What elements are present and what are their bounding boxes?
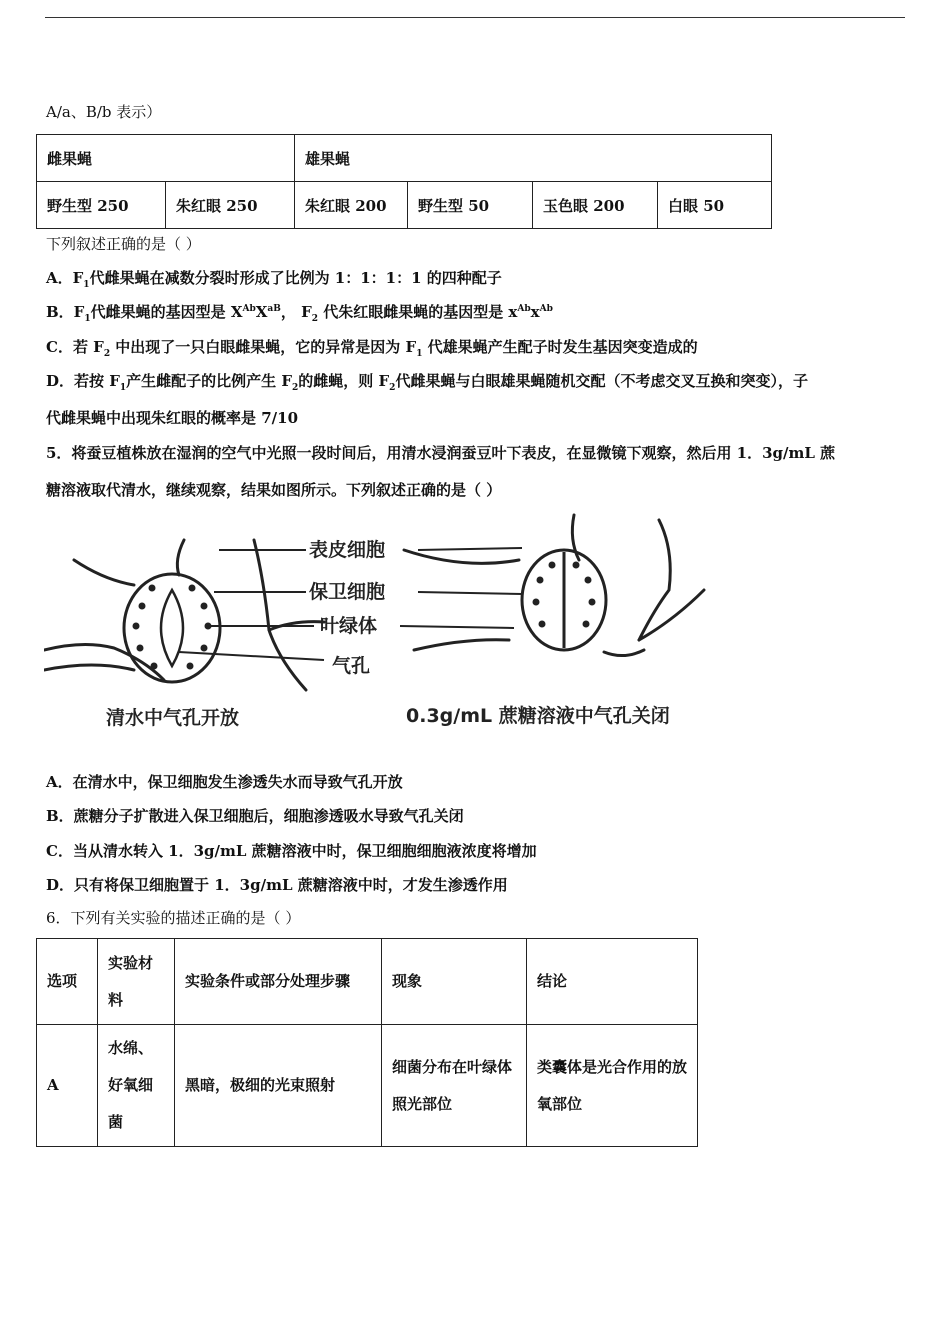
- header-fragment: A/a、B/b 表示）: [46, 103, 162, 121]
- row-a-conclusion: 类囊体是光合作用的放氧部位: [527, 1025, 698, 1147]
- table-cell: 白眼 50: [658, 182, 772, 229]
- row-a-phenomenon: 细菌分布在叶绿体照光部位: [382, 1025, 527, 1147]
- table-cell: 野生型 50: [408, 182, 533, 229]
- label-stoma: 气孔: [332, 655, 371, 677]
- label-leader-lines: [179, 548, 522, 660]
- q4-option-a: A．$F_1$代雌果蝇在减数分裂时形成了比例为 1：1：1：1 的四种配子: [46, 269, 502, 290]
- left-cell-walls: [44, 540, 324, 690]
- male-header: 雄果蝇: [295, 135, 772, 182]
- q5-option-c: C．当从清水转入 1．3g/mL 蔗糖溶液中时，保卫细胞细胞液浓度将增加: [46, 842, 537, 860]
- fruitfly-table: [36, 134, 772, 229]
- q5-option-a: A．在清水中，保卫细胞发生渗透失水而导致气孔开放: [46, 773, 403, 791]
- label-guard-cell: 保卫细胞: [309, 581, 386, 603]
- caption-left: 清水中气孔开放: [106, 707, 240, 729]
- q4-option-c: C．若 $F_2$ 中出现了一只白眼雌果蝇，它的异常是因为 $F_1$ 代雄果蝇产生配子时发生基因突变造成的: [46, 338, 698, 359]
- q4-stem: 下列叙述正确的是（ ）: [46, 235, 201, 253]
- q5-option-b: B．蔗糖分子扩散进入保卫细胞后，细胞渗透吸水导致气孔关闭: [46, 807, 464, 825]
- q5-option-d: D．只有将保卫细胞置于 1．3g/mL 蔗糖溶液中时，才发生渗透作用: [46, 876, 508, 894]
- header-condition: 实验条件或部分处理步骤: [175, 939, 382, 1025]
- q4-option-d: D．若按 $F_1$产生雌配子的比例产生 $F_2$的雌蝇，则 $F_2$代雌果蝇与白眼雄果蝇随机交配（不考虑交叉互换和突变），子: [46, 372, 808, 393]
- female-header: 雌果蝇: [37, 135, 295, 182]
- q4-option-d-line2: 代雌果蝇中出现朱红眼的概率是 7/10: [46, 409, 299, 427]
- header-option: 选项: [37, 939, 98, 1025]
- row-a-material: 水绵、好氧细菌: [98, 1025, 175, 1147]
- label-epidermis: 表皮细胞: [309, 539, 386, 561]
- header-material: 实验材料: [98, 939, 175, 1025]
- table-cell: 玉色眼 200: [533, 182, 658, 229]
- table-cell: 朱红眼 250: [166, 182, 295, 229]
- q5-stem-line2: 糖溶液取代清水，继续观察，结果如图所示。下列叙述正确的是（ ）: [46, 481, 502, 499]
- q4-option-b: B．$F_1$代雌果蝇的基因型是 $X^{Ab}X^{aB}$， $F_2$ 代朱红眼雌果蝇的基因型是 $x^{Ab}x^{Ab}$: [46, 303, 553, 324]
- left-chloroplasts: [133, 585, 212, 670]
- table-cell: 野生型 250: [37, 182, 166, 229]
- header-phenomenon: 现象: [382, 939, 527, 1025]
- row-a-option: A: [37, 1025, 98, 1147]
- caption-right: 0.3g/mL 蔗糖溶液中气孔关闭: [406, 705, 670, 727]
- top-rule: [45, 17, 905, 18]
- header-conclusion: 结论: [527, 939, 698, 1025]
- row-a-condition: 黑暗，极细的光束照射: [175, 1025, 382, 1147]
- experiment-table: [36, 938, 698, 1147]
- label-chloroplast: 叶绿体: [320, 615, 378, 637]
- right-cell-walls: [404, 515, 704, 656]
- q6-stem: 6．下列有关实验的描述正确的是（ ）: [46, 909, 301, 927]
- stomata-figure: [44, 510, 724, 750]
- q5-stem-line1: 5．将蚕豆植株放在湿润的空气中光照一段时间后，用清水浸润蚕豆叶下表皮，在显微镜下观察，然后用 1．3g/mL 蔗: [46, 444, 836, 462]
- table-cell: 朱红眼 200: [295, 182, 408, 229]
- left-stoma-open: [161, 590, 183, 666]
